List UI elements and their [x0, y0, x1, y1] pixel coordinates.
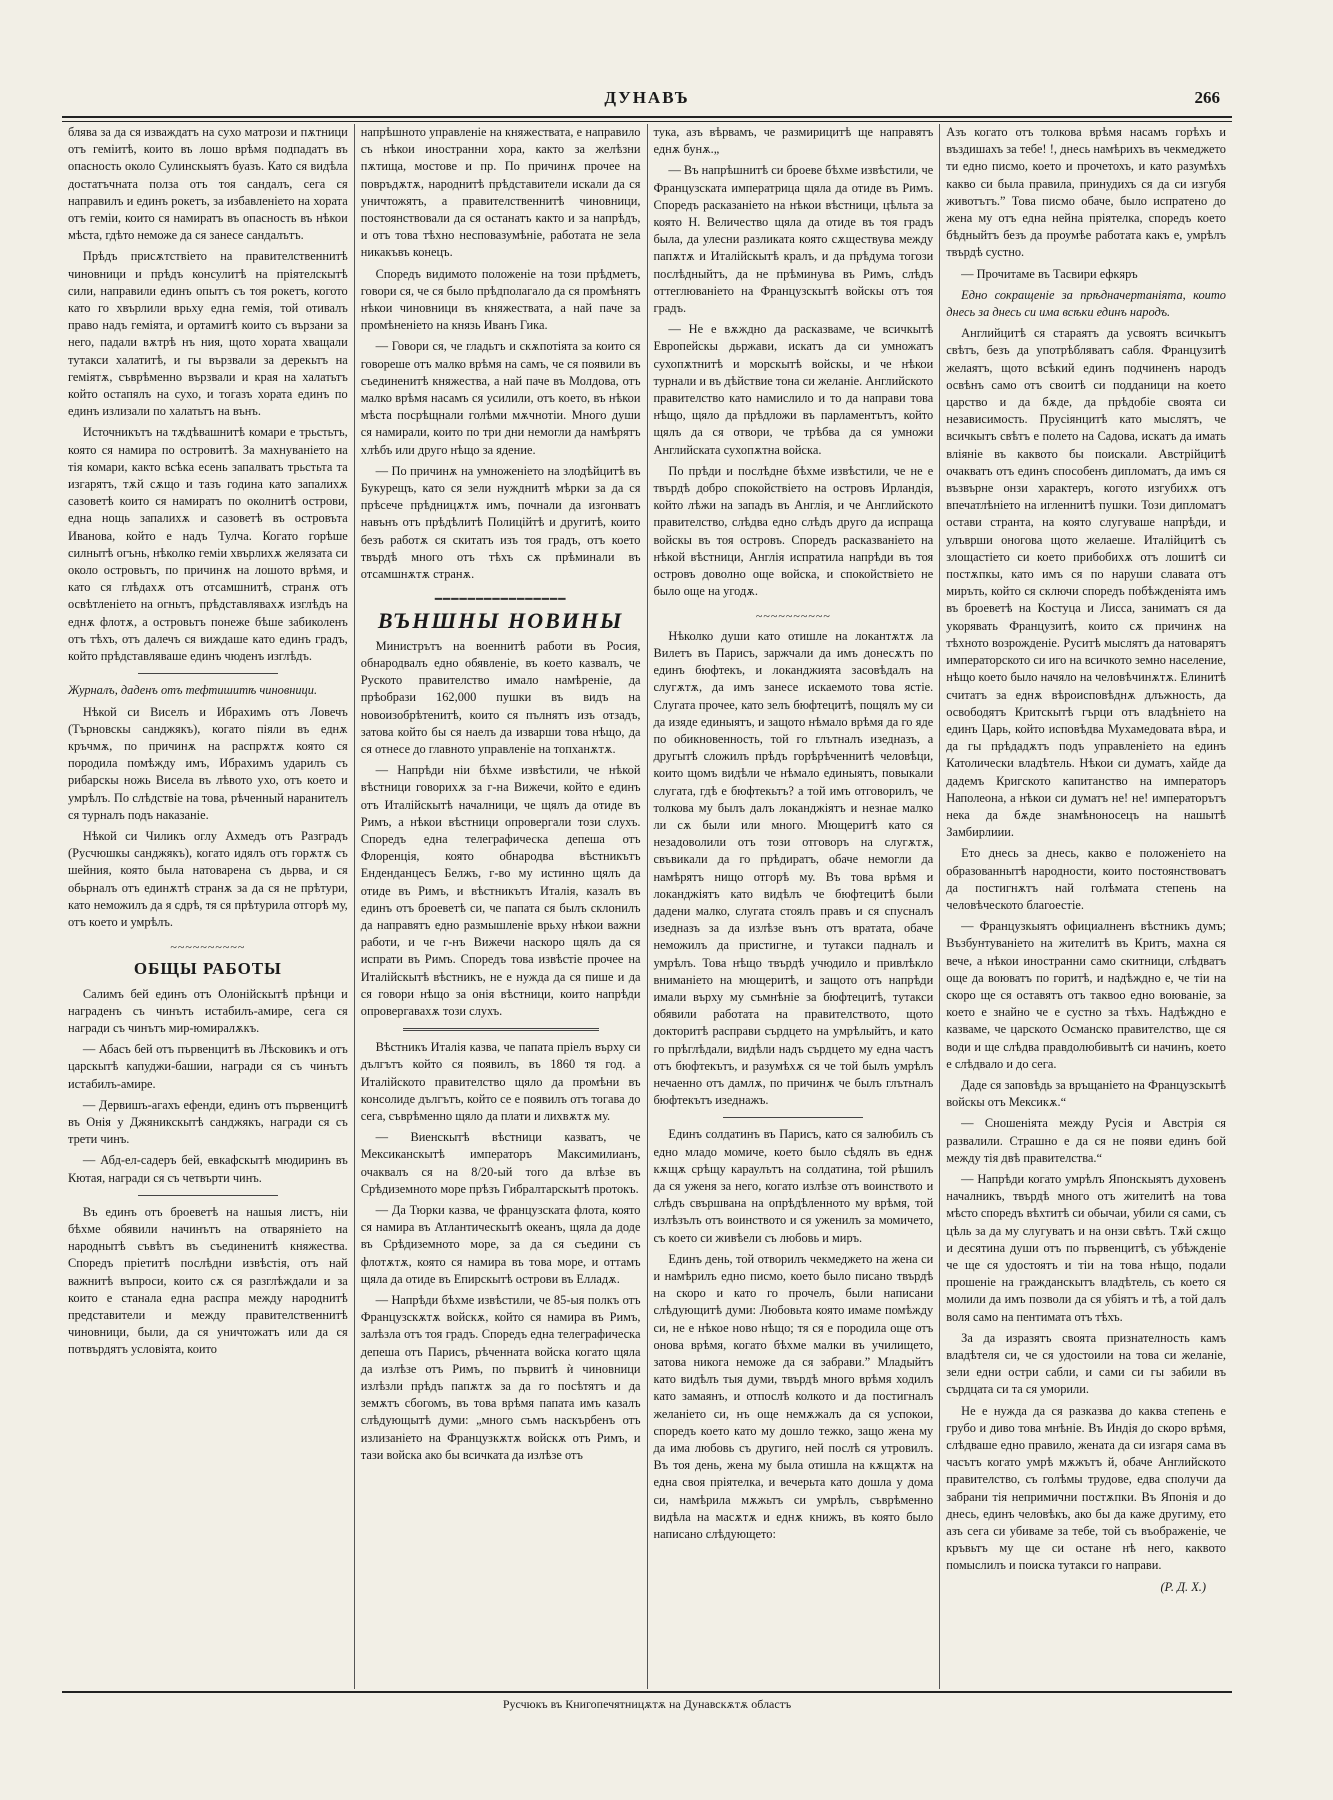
paragraph: Едно сокращенiе за прѣдначертанiята, които днесь за днесь си има всѣки единъ народъ.	[946, 287, 1226, 320]
paragraph: Единъ солдатинъ въ Парисъ, като ся залюбилъ съ едно младо момиче, което было сѣдялъ въ еднѫ кѫщѫ срѣщу караулътъ на солдатина, той рѣшилъ да ся уженя за него, когато излѣзе отъ воинството и слѣдъ свършвана на опрѣдѣленното му врѣмя, той излѣзълъ отъ воинството и ся уженилъ за момичето, съ което си живѣели съ любовь и миръ.	[653, 1127, 934, 1245]
column-3	[648, 124, 941, 1689]
paragraph: Азъ когато отъ толкова врѣмя насамъ горѣхъ и въздишахъ за тебе! !, днесь намѣрихъ въ чекмеджето ти едно писмо, което и прочетохъ, и като разумѣхъ какво си была правила, принудихъ ся да си изгубя животътъ.” Това писмо обаче, было испратено до жена му отъ една нейна прiятелка, споредъ което бѣдныйтъ безъ да проумѣе работата какъ е, умрѣлъ твърдѣ сустно.	[946, 125, 1226, 260]
paragraph: Нѣкой си Чиликъ оглу Ахмедъ отъ Разградъ (Русчюшкы санджякъ), когато идялъ отъ горѫтѫ съ шейния, която была натоварена съ дьрва, и ся обьрналъ отъ единѫтѣ странѫ за да ся не прѣтури, като неможилъ да я сдрѣ, тя ся прѣтурила отгорѣ му, отъ което и умрѣлъ.	[68, 828, 348, 929]
paragraph: — Говори ся, че гладьтъ и скѫпотiята за които ся говореше отъ малко врѣмя на самъ, че ся появили въ съединенитѣ княжества, а най паче въ Молдова, отъ малко врѣмя насамъ ся усилили, отъ което, въ нѣкои мѣста посрѣщнали голѣми мѫчнотiи. Много души ся намирали, които по три дни немогли да намѣрятъ хлѣбъ или друго нѣщо за ядение.	[360, 339, 641, 457]
separator-rule	[138, 673, 278, 674]
paragraph: Единъ день, той отворилъ чекмеджето на жена си и намѣрилъ едно писмо, което было писано твърдѣ на скоро и като го прочелъ, были написани слѣдующитѣ думи: Любовьта която имаме помѣжду си, не е нѣкое ново нѣщо; тя ся е породила още отъ онова врѣмя, когато бѣхме малки въ училището, затова никога неможе да ся забрави.” Младыйтъ като видѣлъ тыя думи, твърдѣ много врѣмя ходилъ като замаянъ, и отпослѣ колкото и да постигналъ желанiето си, нъ още немѫжалъ да ся успокои, споредъ което като му дошло тежко, защо жена му да има любовь съ другиго, ней послѣ ся утровилъ. Въ тоя день, жена му была отишла на кѫщѫтѫ на една своя прiятелка, и вечерьта като дошла у дома си, намѣрила мѫжьтъ си умрѣлъ, съврѣменно видѣла на масѫтѫ и еднѫ книжъ, въ която было написано слѣдующето:	[653, 1251, 934, 1542]
paragraph: — Напрѣди бѣхме извѣстили, че 85-ыя полкъ отъ Французскѫтѫ войскѫ, който ся намира въ Римъ, залѣзла отъ тоя градъ. Споредъ една телеграфическа депеша отъ Парисъ, рѣченната войска когато щяла да излѣзе отъ Римъ, по първитѣ ѝ чиновници излѣзли прѣдъ папѫтѫ за да го посѣтятъ и да земѫтъ сбогомъ, въ това врѣмя папата имъ казалъ слѣдующытѣ думи: „много съмъ наскърбенъ отъ излизанiето на Французкѫтѫ войскѫ отъ Римъ, и тази войска ако бы всичката да излѣзе отъ	[360, 1293, 641, 1462]
paragraph: — Абд-ел-садеръ бей, евкафскытѣ мюдиринъ въ Кютая, награди ся съ четвърти чинъ.	[68, 1153, 348, 1185]
paragraph: — По причинѫ на умноженiето на злодѣйцитѣ въ Букурещъ, като ся зели нужднитѣ мѣрки за да ся прѣсече прѣдницѫтѫ имъ, почнали да изгонватъ навънъ отъ прѣдѣлитѣ Полицiйтѣ и другитѣ, които безъ работѫ ся скитатъ изъ тоя градъ, отъ което твърдѣ много отъ тѣхъ сѫ прѣминали въ отсамшнѫтѫ странѫ.	[360, 463, 641, 582]
paragraph: — Абасъ бей отъ първенцитѣ въ Лѣсковикъ и отъ царскытѣ капуджи-башии, награди ся съ чинътъ истабилъ-амире.	[68, 1042, 348, 1091]
section-heading: ВЪНШНЫ НОВИНЫ	[377, 608, 624, 634]
paragraph: Источникътъ на тѫдѣвашнитѣ комари е трьстьтъ, която ся намира по островитѣ. За махнуванiето на тiя комари, както всѣка есень запалватъ трьстьта та изгарятъ, тѫй сѫщо и тазъ година като запалихѫ сазоветѣ които ся намиратъ по околнитѣ острови, една нощь запалихѫ и сазоветѣ въ островъта Иванова, който е надъ Тулча. Когато горѣше силнытѣ огънь, нѣколко гемiи хвърлихѫ желязата си около островьтъ, по причинѫ на лошото врѣмя, и като ся глѣдахѫ отъ отсамшнитѣ, странѫ отъ освѣтленiето на огньтъ, прѣдставлявахѫ изглѣдъ на еднѫ флотѫ, а островьтъ понеже бѣше забиколенъ отъ тѣхъ, отъ далечъ ся виждаше като единъ градъ, който прѣдставлявашe единъ чюденъ изглѣдъ.	[68, 425, 348, 664]
paragraph: Министрътъ на военнитѣ работи въ Росия, обнародвалъ едно обявленiе, въ което казвалъ, че Руското правителство имало намѣренiе, да прѣобрази 162,000 пушки въ видъ на новоизобрѣтенитѣ, които ся пълнятъ изъ отзадъ, затова който бы ся наелъ да изварши това нѣщо, да ся отнесе до главното управленiе на топханѫтѫ.	[360, 638, 641, 756]
paragraph: Прѣдъ присѫтствiето на правителственнитѣ чиновници и прѣдъ консулитѣ на прiятелскытѣ сили, направили единъ опытъ съ тоя рокетъ, когото като го хвърлили врьху една гемiя, той отивалъ право надъ гемiята, и ортамитѣ които съ вързани за него, падали вѫтрѣ нъ ния, щото хората хващали тутакси халатитѣ, и гы вързвали за дерекьтъ на гемiятѫ, съврѣменно вързвали и края на халатьтъ който остапялъ на сухо, и тогазъ хората единъ по единъ излизали по халатьтъ на вънъ.	[68, 249, 348, 419]
paragraph: блява за да ся изваждатъ на сухо матрози и пѫтници отъ гемiитѣ, които въ лошо врѣмя подпадатъ въ опасность около Сулинскыятъ буазъ. Като ся видѣла достатъчната полза отъ тоя сандалъ, сега ся направилъ и единъ рокетъ, за избавленiето на хората отъ гемiи, които ся намиратъ въ опасность въ нѣкои мѣста, гдѣто неможе да ся занесе сандалътъ.	[68, 125, 348, 243]
footer-rule	[62, 1691, 1232, 1693]
paragraph: За да изразятъ своята признателность камъ владѣтеля си, че ся удостоили на това си желанiе, зели едни остри сабли, и сами си гы забили въ сърдцата си та ся уморили.	[946, 1330, 1226, 1397]
paragraph: Вѣстникъ Италiя казва, че папата прiелъ върху си дългътъ който ся появилъ, въ 1860 тя год. а Италiйското правителство щяло да промѣни въ консолиде дългътъ, който се е появилъ отъ тогава до сега, съврѣменно щяло да плати и лихвѫтѫ му.	[360, 1040, 641, 1123]
paragraph: — Напрѣди нiи бѣхме извѣстили, че нѣкой вѣстници говорихѫ за г-на Вижечи, който е единъ отъ Италiйскытѣ началници, че щялъ да отиде въ Римъ, а нѣкои вѣстници опровергали този слухъ. Споредъ една телеграфическа депеша отъ Флоренцiя, която обнародва вѣстникътъ Енденданцесъ Белжъ, г-во му истинно щялъ да отиде въ Римъ, и вѣстникътъ Италiя, казалъ въ единъ отъ броеветѣ си, че папата ся былъ склонилъ да направятъ едно размышленiе врьху нѣкои важни работи, и че г-нъ Вижечи наскоро щялъ да ся испрати въ Римъ. Споредъ това извѣстiе прочее на Италiйскытѣ вѣстникъ, не е нужда да ся пише и да ся говори нѣщо за онiя вѣстници, които напрѣди опровергавахѫ този слухъ.	[360, 763, 641, 1018]
paragraph: — Не е вѫждно да расказваме, че всичкытѣ Европейскы дьржави, искатъ да си умножатъ сухопѫтнитѣ и морскытѣ войскы, и че нѣкои турнали и въ дѣйствие тона си желанiе. Английското правителство като намислило и то да направи тoва нѣщо, щяло да прѣдложи въ парламентътъ, който щялъ да ся отвори, че трѣбва да ся умножи Английската сухопѫтна войска.	[653, 322, 934, 457]
ornament-divider: ~~~~~~~~~~	[755, 609, 831, 624]
header-rule	[62, 116, 1232, 122]
paragraph: Салимъ бей единъ отъ Олонiйскытѣ прѣнци и награденъ съ чинътъ истабилъ-амире, сега ся награди съ чинътъ мир-юмиралѫкъ.	[68, 986, 348, 1035]
separator-rule	[723, 1117, 863, 1118]
column-1	[62, 124, 355, 1689]
paragraph: Даде ся заповѣдь за връщанiето на Французскытѣ войскы отъ Мексикѫ.“	[946, 1077, 1226, 1110]
paragraph: — Въ напрѣшнитѣ си броеве бѣхме извѣстили, че Французската императрица щяла да отиде въ Римъ. Споредъ расказанiето на нѣкои вѣстници, цѣльта за която Н. Величество щяла да отиде въ тоя градъ была, да улесни разликата която сѫществува между папѫтѫ и Италiйскытѣ кралъ, и да прѣдума тогози послѣдныйтъ, да не прѣминува въ Римъ, слѣдъ оттеглюванiето на Французскытѣ войскы отъ тоя градъ.	[653, 163, 934, 316]
column-4	[940, 124, 1232, 1689]
author-signature: (Р. Д. Х.)	[1160, 1579, 1206, 1594]
ornament-divider: ~~~~~~~~~~	[170, 940, 246, 955]
separator-rule	[403, 1028, 599, 1031]
column-2	[355, 124, 648, 1689]
paragraph: Не е нужда да ся разказва до каква степень е грубо и диво това мнѣнiе. Въ Индiя до скоро врѣмя, слѣдваше едно правило, жената да си изгаря сама въ часътъ когато умрѣ мѫжътъ й, обаче Английското правителство, съ голѣмы трудове, едва сполучи да забрани тiя непримични постѫпки. Въ Японiя и до днесь, единъ человѣкъ, ако бы да каже другиму, ето азъ сега си убиваме за тебе, той съ въображенiе, че кръвьтъ му ще си остане нѣ него, каквото помыслилъ и поиска тутакси го направи.	[946, 1403, 1226, 1573]
newspaper-title: ДУНАВЪ	[604, 88, 690, 107]
page-number: 266	[1194, 88, 1220, 107]
paragraph: тука, азъ вѣрвамъ, че размирицитѣ ще направятъ еднѫ бунѫ.„	[653, 125, 934, 157]
printer-imprint: Русчюкъ въ Книгопечятницѫтѫ на Дунавскѫтѫ областъ	[502, 1697, 792, 1711]
article-columns	[62, 124, 1232, 1689]
paragraph: — Да Тюрки казва, че французската флота, която ся намира въ Атлантическытѣ океанъ, щяла да доде въ Срѣдиземното море, за да ся съедини съ флотѫтѫ, която ся намира въ това море, и оттамъ щяла да отиде въ Епирскытѣ острови въ Елладѫ.	[360, 1202, 641, 1286]
paragraph: — Виенскытѣ вѣстници казватъ, че Мексиканскытѣ императоръ Максимилианъ, очаквалъ ся на 8/20-ый того да влѣзе въ Срѣдиземното море прѣзъ Гибралтарскытѣ протокъ.	[360, 1130, 641, 1196]
ornament-divider: ━━━━━━━━━━━━━━━━	[434, 592, 567, 607]
masthead	[62, 88, 1232, 114]
paragraph: — Дервишъ-агахъ ефенди, единъ отъ първенцитѣ въ Онiя у Джяникскытѣ санджякъ, награди ся съ трети чинъ.	[68, 1097, 348, 1147]
section-heading: ОБЩЫ РАБОТЫ	[133, 959, 282, 979]
paragraph: Въ единъ отъ броеветѣ на нашыя листъ, нiи бѣхме обявили начинътъ на отварянiето на народнытѣ съвѣтъ въ съединенитѣ княжества. Споредъ прiетитѣ послѣдни извѣстiя, отъ най важнитѣ въпроси, които сѫ ся разглѣждали и за които е станала една распра между народнитѣ представители и между правителственнитѣ чиновници, были, да ся уничтожатъ или да ся потвърдятъ условiята, които	[68, 1204, 348, 1357]
paragraph: — Напрѣди когато умрѣлъ Японскыятъ духовенъ началникъ, твърдѣ много отъ жителитѣ на това мѣсто споредъ вѣхтитѣ си обычаи, убили ся сами, съ цѣль за да му слугуватъ и на онзи свѣтъ. Тѫй сѫщо и десятина души отъ по първенцитѣ, съ убѣжденiе че ще ся удостоятъ и тiи на това нѣщо, подали прошенiе на гражданскытъ владѣтель, съ което ся молили да имъ позволи да ся убiятъ и тѣ, а той далъ воля само на пентимата отъ тѣхъ.	[946, 1171, 1226, 1324]
paragraph: напрѣшното управленiе на княжествата, е направило съ нѣкои иностранни хора, както за желѣзни пѫтища, мостове и пр. По причинѫ прочее на повръдѫтѫ, народнитѣ прѣдставители искали да ся уничтожятъ, а правителственнитѣ чиновници, постоянствовали да ся останатъ както и за напрѣдъ, и отъ това тѣхно несповазумѣнiе, работата не зела никакъвъ конецъ.	[360, 125, 641, 260]
paragraph: Ето днесь за днесь, какво е положенiето на образованнытѣ народности, които постоянствоватъ да постигнѫтъ най голѣмата степень на человѣческото благоестiе.	[946, 846, 1226, 912]
paragraph: — Прочитаме въ Тасвири ефкяръ	[961, 266, 1138, 281]
paragraph: — Сношенiята между Русiя и Австрiя ся развалили. Страшно е да ся не появи единъ бой между тiя двѣ правителства.“	[946, 1116, 1226, 1165]
paragraph: Английцитѣ ся стараятъ да усвоятъ всичкытъ свѣтъ, безъ да употрѣбляватъ сабля. Французитѣ желаятъ, щото всѣкий единъ подчиненъ народъ освѣнъ само отъ своитѣ си подданици на което царство и да бѫде, да прѣдобiе своята си независимость. Прусiянцитѣ като мыслятъ, че всичкытъ свѣтъ е полето на Садова, искатъ да имать влiянiе въ каквото бы поискали. Австрiйцитѣ очакватъ отъ единъ способенъ дипломатъ, да имъ ся възвърне онзи характеръ, когото изгубихѫ отъ впечатлѣнiето на игленнитѣ пушки. Този дипломатъ остави странта, на която слугуваше напрѣди, и улъврши оногова щото желаеше. Италiйцитѣ съ злощастiето си което прибобихѫ отъ лошитѣ си постѫпкы, като имъ ся по наруши славата отъ миръть, който ся сключи споредъ побѣжденiята имъ въ броеветѣ на Костуца и Лисса, заниматъ ся да укорявать Французитѣ, които сѫ причинѫ на тѣхното возрожденiе. Руситѣ мыслятъ да натоварятъ императорското си иго на всичкото земно население, нѣщо което было начяло на человѣчинѫтѫ. Елинитѣ считатъ за еднѫ вѣроисповѣднѫ длъжность, да освободятъ Критскытѣ гърци отъ владѣнiето на единъ Царь, който исповѣдва Мухамедовата вѣра, и да гы прѣдадѫтъ подъ управленiето на единъ Католически владѣтель. Нѣкои си думатъ, хайде да дадемъ Кригското капитанство на императоръ Наполеона, а нѣкои си думатъ не! не! императорътъ нека да бѫде знамѣноносецъ на нашытѣ Замбирлиии.	[946, 326, 1226, 840]
paragraph: Споредъ видимото положенiе на този прѣдметъ, говори ся, че ся было прѣдполагало да ся промѣнятъ нѣкои чиновници въ княжествата, а най паче за промѣненiето на князь Иванъ Гика.	[360, 266, 641, 333]
paragraph: Нѣколко души като отишле на локантѫтѫ ла Вилетъ въ Парисъ, заржчали да имъ донесѫтъ по единъ бюфтекъ, и локанджията засовѣдалъ на слугѫтѫ, да имъ занесе искаемото това ястiе. Слугата прочее, като зелъ бюфтецитѣ, пощялъ му си да изяде единыятъ, и защото нѣмало врѣмя да го яде по обикновенность, той го глътналъ изедназъ, а другытѣ сложилъ прѣдъ горѣрѣченнитѣ человѣци, които щомъ видѣли че нѣмало единыятъ, повыкали слугата, гдѣ е бюфтекьтъ? а той имъ отговорилъ, че толкова му былъ далъ локанджiятъ и незнае малко ли сѫ были или много. Мющеритѣ като ся незадоволили отъ този отговоръ на слугѫтѫ, свъвикали да го прѣдиратъ, обаче немогли да намѣрятъ нищо отгорѣ му. Въ това врѣмя и локанджiятъ като видѣлъ че бюфтецитѣ были дадени малко, слугата стоялъ правъ и ся спусналъ изедназъ за да излѣзе вънъ отъ вратата, обаче неможилъ да пристигне, и тутакси падналъ и умрѣлъ. Това нѣщо твърдѣ учюдило и привлѣкло вниманiето на мющеритѣ, и защото отъ напрѣди имали върху му съмнѣнiе за бюфтецитѣ, тутакси обявили работата на правителството, щото докторитѣ расправи сърдцето на умрѣлыйтъ, и като го прѣглѣдали, видѣли надъ сърдцето му една частъ отъ бюфтекътъ, и разумѣхѫ ся че той былъ умрѣлъ нечаенно отъ дамлѫ, по причинѫ че былъ глътналъ бюфтекътъ изеднажъ.	[653, 628, 934, 1108]
paragraph: По прѣди и послѣдне бѣхме извѣстили, че не е твърдѣ добро спокойствiето на островъ Ирландiя, който лѣжи на западъ въ Англiя, и че Английското правителство, слѣдва едно слѣдъ друго да испраща войскы въ тоя островъ. Споредъ расказванiето на нѣкой вѣстници, Англiя испратила напрѣди въ тоя островъ доволно още войска, и спокойствiето не было още на угодѫ.	[653, 463, 934, 599]
paragraph: Нѣкой си Виселъ и Ибрахимъ отъ Ловечъ (Търновскы санджякъ), когато пiяли въ еднѫ кръчмѫ, по причинѫ на распрѫтѫ която ся породила помѣжду имъ, Ибрахимъ ударилъ съ рибарскы ножь Висела въ лѣвото ухо, отъ което и умрѣлъ. По слѣдствiе на това, рѣченный наранителъ ся турналъ подъ наказанiе.	[68, 704, 348, 822]
paragraph: Журналъ, даденъ отъ тефтишитѣ чиновници.	[68, 683, 318, 698]
separator-rule	[138, 1195, 278, 1196]
paragraph: — Французкыятъ официалненъ вѣстникъ думъ; Възбунтуванiето на жителитѣ въ Критъ, махна ся вече, а нѣкои иностранни само скитници, слѣдватъ още да воюватъ по горитѣ, и надѣждно е, че тiи на скоро ще ся оставятъ отъ таквоо едно воюванiе, за което е знайно че е сустно за тѣхъ. Надѣждно е казваме, че царското Османско правителство, ще ся води и ще слѣдва правдолюбивытѣ си начинъ, което е слѣдвало и до сега.	[946, 919, 1226, 1071]
